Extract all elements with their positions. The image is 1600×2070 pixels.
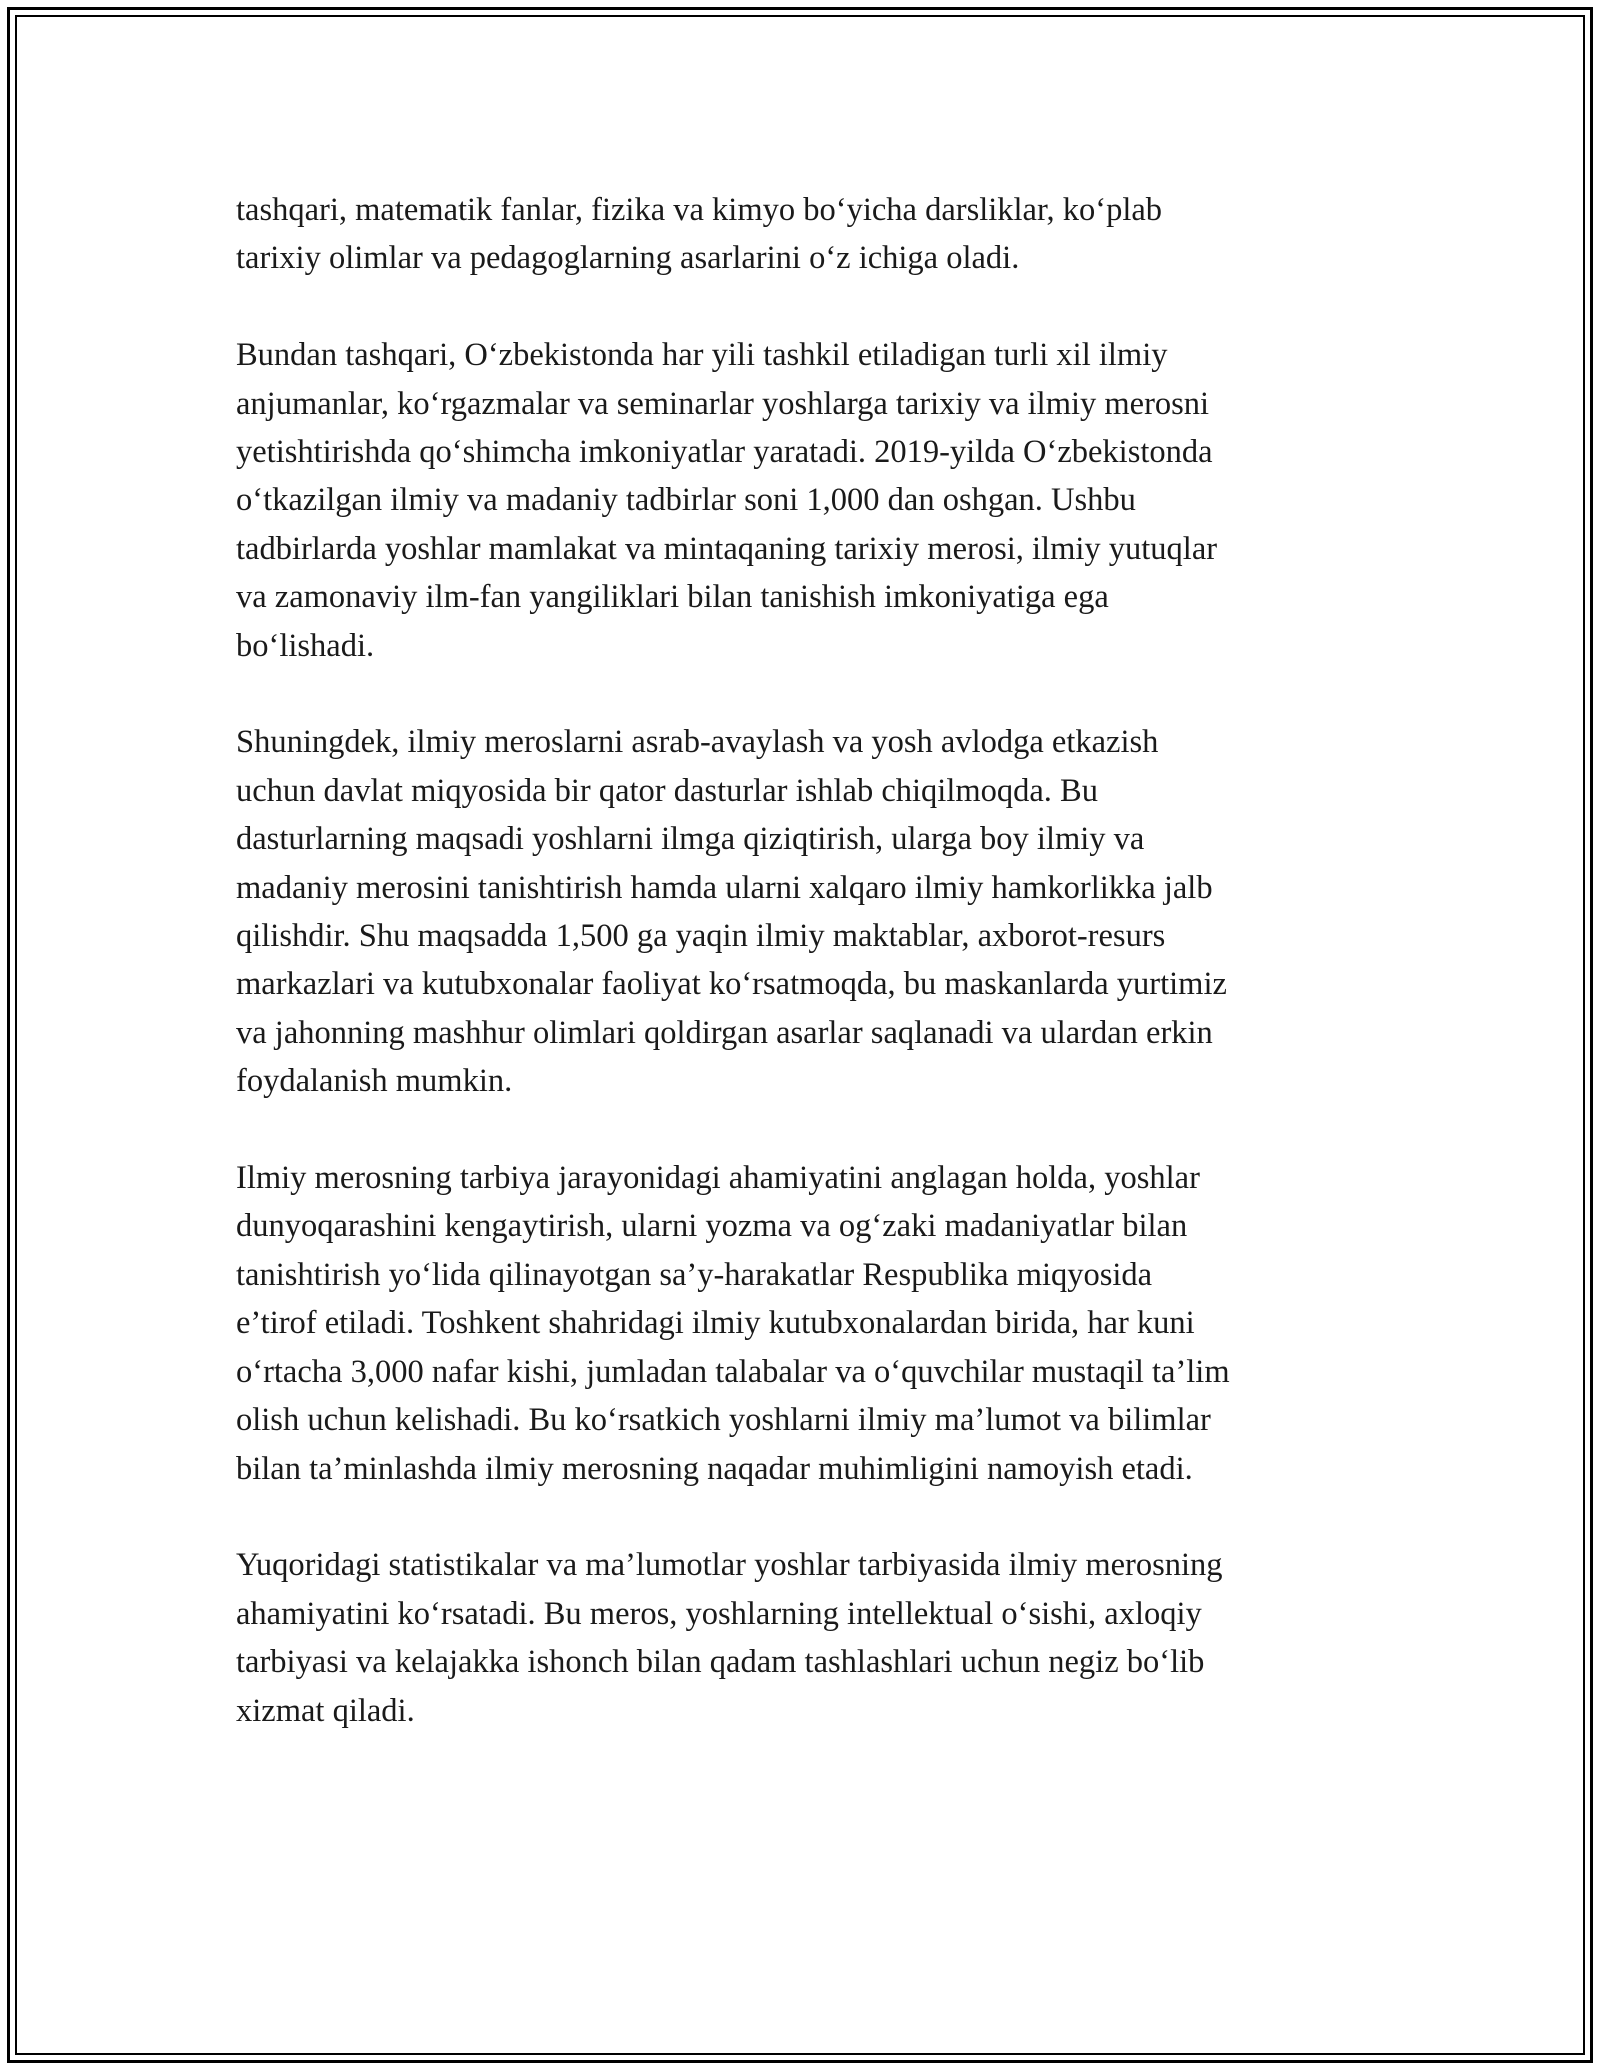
text-line: uchun davlat miqyosida bir qator dasturlar ishlab chiqilmoqda. Bu: [236, 772, 1098, 809]
paragraph-3: [236, 718, 1366, 1105]
paragraph-1: [236, 186, 1366, 283]
text-line: markazlari va kutubxonalar faoliyat ko‘rsatmoqda, bu maskanlarda yurtimiz: [236, 966, 1227, 1003]
text-line: qilishdir. Shu maqsadda 1,500 ga yaqin ilmiy maktablar, axborot-resurs: [236, 918, 1166, 955]
text-line: va jahonning mashhur olimlari qoldirgan asarlar saqlanadi va ulardan erkin: [236, 1014, 1213, 1051]
text-line: Ilmiy merosning tarbiya jarayonidagi ahamiyatini anglagan holda, yoshlar: [236, 1160, 1200, 1197]
text-line: Shuningdek, ilmiy meroslarni asrab-avaylash va yosh avlodga etkazish: [236, 724, 1159, 761]
paragraph-2: [236, 331, 1366, 670]
document-body: [236, 186, 1366, 1735]
text-line: xizmat qiladi.: [236, 1692, 415, 1729]
text-line: o‘rtacha 3,000 nafar kishi, jumladan talabalar va o‘quvchilar mustaqil ta’lim: [236, 1353, 1230, 1390]
text-line: bo‘lishadi.: [236, 627, 375, 664]
paragraph-4: [236, 1154, 1366, 1493]
text-line: olish uchun kelishadi. Bu ko‘rsatkich yoshlarni ilmiy ma’lumot va bilimlar: [236, 1402, 1211, 1439]
text-line: e’tirof etiladi. Toshkent shahridagi ilmiy kutubxonalardan birida, har kuni: [236, 1305, 1195, 1342]
text-line: dunyoqarashini kengaytirish, ularni yozma va og‘zaki madaniyatlar bilan: [236, 1208, 1188, 1245]
text-line: ahamiyatini ko‘rsatadi. Bu meros, yoshlarning intellektual o‘sishi, axloqiy: [236, 1595, 1202, 1632]
text-line: foydalanish mumkin.: [236, 1063, 513, 1100]
text-line: yetishtirishda qo‘shimcha imkoniyatlar yaratadi. 2019-yilda O‘zbekistonda: [236, 434, 1213, 471]
text-line: madaniy merosini tanishtirish hamda ularni xalqaro ilmiy hamkorlikka jalb: [236, 869, 1213, 906]
text-line: dasturlarning maqsadi yoshlarni ilmga qiziqtirish, ularga boy ilmiy va: [236, 821, 1145, 858]
text-line: Bundan tashqari, O‘zbekistonda har yili tashkil etiladigan turli xil ilmiy: [236, 337, 1168, 374]
text-line: tadbirlarda yoshlar mamlakat va mintaqaning tarixiy merosi, ilmiy yutuqlar: [236, 530, 1218, 567]
text-line: anjumanlar, ko‘rgazmalar va seminarlar yoshlarga tarixiy va ilmiy merosni: [236, 385, 1210, 422]
text-line: Yuqoridagi statistikalar va ma’lumotlar yoshlar tarbiyasida ilmiy merosning: [236, 1547, 1223, 1584]
text-line: o‘tkazilgan ilmiy va madaniy tadbirlar soni 1,000 dan oshgan. Ushbu: [236, 482, 1136, 519]
text-line: va zamonaviy ilm-fan yangiliklari bilan tanishish imkoniyatiga ega: [236, 579, 1109, 616]
paragraph-5: [236, 1541, 1366, 1735]
text-line: tashqari, matematik fanlar, fizika va kimyo bo‘yicha darsliklar, ko‘plab: [236, 192, 1163, 228]
text-line: tanishtirish yo‘lida qilinayotgan sa’y-harakatlar Respublika miqyosida: [236, 1256, 1153, 1293]
text-line: tarbiyasi va kelajakka ishonch bilan qadam tashlashlari uchun negiz bo‘lib: [236, 1644, 1205, 1681]
text-line: bilan ta’minlashda ilmiy merosning naqadar muhimligini namoyish etadi.: [236, 1450, 1193, 1487]
text-line: tarixiy olimlar va pedagoglarning asarlarini o‘z ichiga oladi.: [236, 240, 1020, 277]
